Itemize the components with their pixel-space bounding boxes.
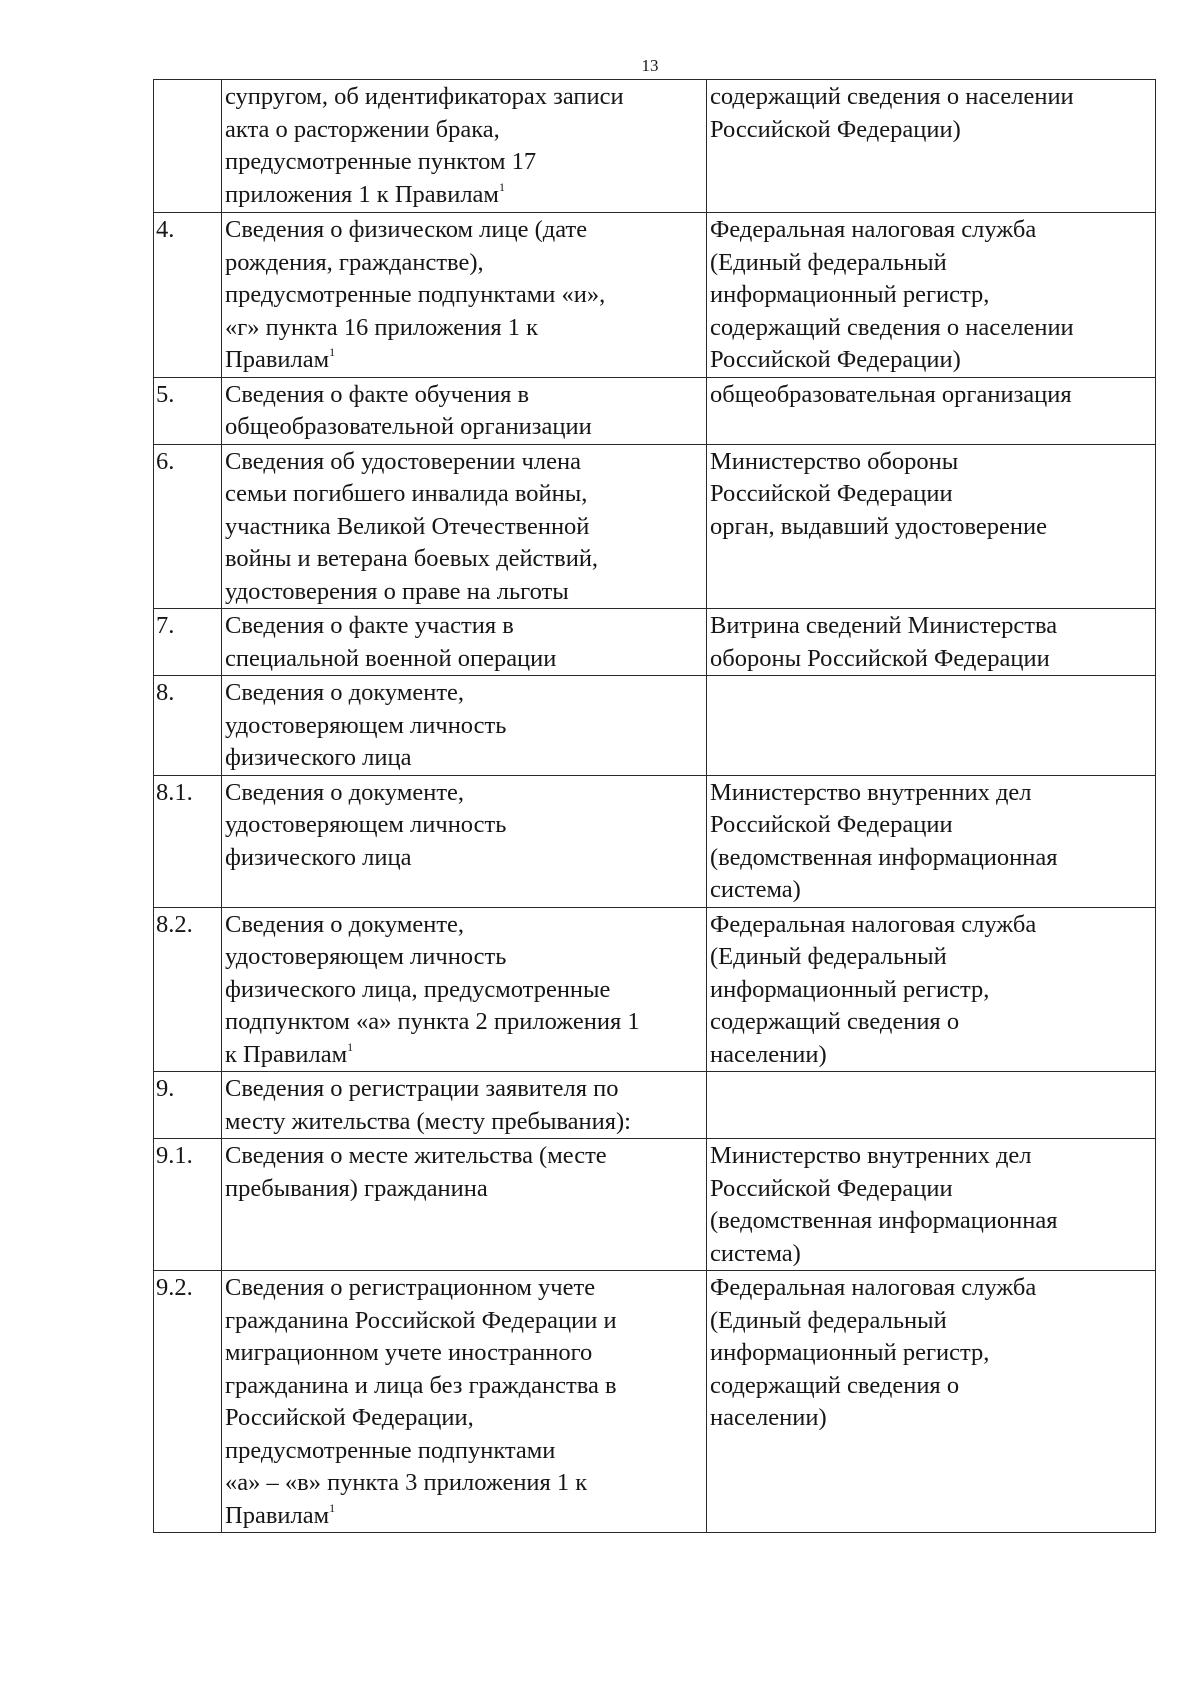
information-text: Правилам — [225, 1501, 330, 1529]
information-line — [225, 446, 703, 479]
row-number-cell: 8.1. — [154, 775, 222, 907]
source-line: Министерство внутренних дел — [710, 778, 1032, 806]
source-line: информационный регистр, — [710, 1339, 990, 1366]
page-number: 13 — [641, 56, 659, 75]
source-cell — [707, 676, 1156, 776]
information-text: рождения, гражданстве), — [225, 248, 484, 276]
information-line — [225, 842, 703, 875]
information-cell — [222, 377, 707, 444]
information-line — [225, 1073, 703, 1106]
source-line: обороны Российской Федерации — [710, 644, 1050, 672]
table-row — [154, 377, 1156, 444]
information-line — [225, 1500, 703, 1533]
information-line — [225, 1106, 703, 1139]
footnote-marker: 1 — [329, 345, 336, 359]
table-row — [154, 775, 1156, 907]
row-number-cell: 9. — [154, 1072, 222, 1139]
information-text: «г» пункта 16 приложения 1 к — [225, 313, 539, 341]
information-line — [225, 1435, 703, 1468]
information-line — [225, 411, 703, 444]
source-cell — [707, 444, 1156, 609]
table-body — [154, 80, 1156, 1533]
information-line — [225, 1370, 703, 1403]
source-line: Федеральная налоговая служба — [710, 216, 1037, 243]
information-cell — [222, 907, 707, 1072]
information-text: Сведения о документе, — [225, 910, 465, 938]
information-text: Сведения о документе, — [225, 778, 465, 806]
information-text: Сведения о факте обучения в — [225, 380, 530, 408]
source-line: содержащий сведения о населении — [710, 313, 1074, 341]
information-text: акта о расторжении брака, — [225, 115, 500, 143]
information-text: участника Великой Отечественной — [225, 512, 590, 540]
source-cell — [707, 80, 1156, 213]
information-line — [225, 941, 703, 974]
source-line: (ведомственная информационная — [710, 843, 1058, 871]
information-line — [225, 1402, 703, 1435]
information-line — [225, 146, 703, 179]
table-row — [154, 1072, 1156, 1139]
table-row — [154, 213, 1156, 378]
source-cell — [707, 1072, 1156, 1139]
row-number-cell: 8. — [154, 676, 222, 776]
information-line — [225, 214, 703, 247]
information-line — [225, 478, 703, 511]
source-cell — [707, 609, 1156, 676]
source-cell — [707, 1139, 1156, 1271]
information-line — [225, 279, 703, 312]
source-line: общеобразовательная организация — [710, 380, 1072, 408]
information-text: физического лица — [225, 744, 412, 771]
information-line — [225, 1305, 703, 1338]
information-line — [225, 909, 703, 942]
information-text: к Правилам — [225, 1040, 348, 1068]
information-line — [225, 247, 703, 280]
information-text: Российской Федерации, — [225, 1404, 474, 1431]
information-cell — [222, 1271, 707, 1533]
information-text: пребывания) гражданина — [225, 1174, 488, 1202]
source-line: содержащий сведения о — [710, 1371, 960, 1399]
information-text: месту жительства (месту пребывания): — [225, 1107, 631, 1135]
information-text: Сведения об удостоверении члена — [225, 447, 581, 475]
information-text: удостоверяющем личность — [225, 811, 507, 838]
source-line: содержащий сведения о населении — [710, 83, 1074, 110]
table-row — [154, 609, 1156, 676]
information-line — [225, 511, 703, 544]
information-text: физического лица, предусмотренные — [225, 975, 611, 1003]
source-line: информационный регистр, — [710, 281, 990, 308]
source-cell — [707, 377, 1156, 444]
source-line: орган, выдавший удостоверение — [710, 512, 1047, 540]
table-row — [154, 1139, 1156, 1271]
information-cell — [222, 1139, 707, 1271]
information-cell — [222, 444, 707, 609]
information-line — [225, 379, 703, 412]
source-line: система) — [710, 1239, 801, 1267]
source-cell — [707, 775, 1156, 907]
table-row — [154, 444, 1156, 609]
row-number-cell: 8.2. — [154, 907, 222, 1072]
row-number-cell — [154, 80, 222, 213]
information-line — [225, 742, 703, 775]
source-cell — [707, 1271, 1156, 1533]
information-line — [225, 1140, 703, 1173]
information-text: удостоверяющем личность — [225, 943, 507, 970]
information-cell — [222, 609, 707, 676]
source-line: содержащий сведения о — [710, 1008, 960, 1035]
source-line: населении) — [710, 1404, 827, 1431]
information-text: семьи погибшего инвалида войны, — [225, 480, 588, 507]
row-number-cell: 5. — [154, 377, 222, 444]
row-number-cell: 9.2. — [154, 1271, 222, 1533]
information-text: Сведения о факте участия в — [225, 612, 514, 639]
information-text: приложения 1 к Правилам — [225, 180, 499, 208]
source-line: Российской Федерации — [710, 811, 953, 838]
information-line — [225, 1173, 703, 1206]
information-text: удостоверяющем личность — [225, 711, 507, 739]
information-line — [225, 1467, 703, 1500]
source-line: информационный регистр, — [710, 975, 990, 1003]
information-text: Сведения о регистрационном учете — [225, 1274, 596, 1301]
source-cell — [707, 213, 1156, 378]
information-line — [225, 543, 703, 576]
source-line: Российской Федерации — [710, 1174, 953, 1202]
source-line: Федеральная налоговая служба — [710, 1274, 1037, 1301]
information-text: предусмотренные подпунктами — [225, 1436, 556, 1464]
information-text: Правилам — [225, 346, 330, 373]
information-text: «а» – «в» пункта 3 приложения 1 к — [225, 1469, 588, 1496]
information-line — [225, 1272, 703, 1305]
table-row — [154, 80, 1156, 213]
information-text: миграционном учете иностранного — [225, 1339, 593, 1366]
source-line: населении) — [710, 1040, 827, 1068]
data-sources-table — [153, 79, 1156, 1533]
source-line: Российской Федерации) — [710, 115, 961, 143]
information-text: предусмотренные подпунктами «и», — [225, 281, 606, 308]
source-line: (ведомственная информационная — [710, 1207, 1058, 1234]
row-number-cell: 7. — [154, 609, 222, 676]
information-cell — [222, 1072, 707, 1139]
information-line — [225, 179, 703, 212]
information-text: подпунктом «а» пункта 2 приложения 1 — [225, 1008, 640, 1035]
information-text: Сведения о физическом лице (дате — [225, 216, 588, 243]
source-line: система) — [710, 876, 801, 903]
information-text: войны и ветерана боевых действий, — [225, 545, 599, 572]
footnote-marker: 1 — [347, 1039, 354, 1054]
row-number-cell: 4. — [154, 213, 222, 378]
row-number-cell: 6. — [154, 444, 222, 609]
information-text: Сведения о документе, — [225, 679, 465, 706]
information-text: Сведения о регистрации заявителя по — [225, 1075, 619, 1102]
information-line — [225, 312, 703, 345]
information-line — [225, 809, 703, 842]
source-line: Министерство внутренних дел — [710, 1142, 1032, 1169]
information-line — [225, 777, 703, 810]
information-text: физического лица — [225, 843, 412, 871]
table-row — [154, 907, 1156, 1072]
footnote-marker: 1 — [329, 1500, 336, 1515]
source-line: (Единый федеральный — [710, 1306, 947, 1334]
information-text: гражданина и лица без гражданства в — [225, 1371, 617, 1399]
information-text: гражданина Российской Федерации и — [225, 1306, 617, 1334]
footnote-marker: 1 — [498, 179, 505, 194]
information-cell — [222, 676, 707, 776]
source-line: Российской Федерации) — [710, 346, 961, 373]
source-line: Министерство обороны — [710, 447, 959, 475]
information-cell — [222, 775, 707, 907]
information-line — [225, 677, 703, 710]
information-line — [225, 576, 703, 609]
row-number-cell: 9.1. — [154, 1139, 222, 1271]
information-line — [225, 1039, 703, 1072]
information-line — [225, 1006, 703, 1039]
source-line: (Единый федеральный — [710, 248, 947, 276]
information-cell — [222, 80, 707, 213]
information-line — [225, 344, 703, 377]
information-cell — [222, 213, 707, 378]
information-text: Сведения о месте жительства (месте — [225, 1142, 607, 1169]
information-text: специальной военной операции — [225, 644, 557, 672]
source-line: Российской Федерации — [710, 480, 953, 507]
table-row — [154, 1271, 1156, 1533]
source-cell — [707, 907, 1156, 1072]
information-line — [225, 610, 703, 643]
source-line: (Единый федеральный — [710, 943, 947, 970]
table-row — [154, 676, 1156, 776]
information-line — [225, 710, 703, 743]
information-line — [225, 114, 703, 147]
information-text: супругом, об идентификаторах записи — [225, 83, 624, 110]
information-line — [225, 643, 703, 676]
information-line — [225, 81, 703, 114]
source-line: Федеральная налоговая служба — [710, 910, 1037, 938]
information-line — [225, 1337, 703, 1370]
information-text: общеобразовательной организации — [225, 413, 592, 440]
information-text: предусмотренные пунктом 17 — [225, 148, 537, 175]
information-line — [225, 974, 703, 1007]
information-text: удостоверения о праве на льготы — [225, 577, 569, 605]
source-line: Витрина сведений Министерства — [710, 612, 1058, 639]
